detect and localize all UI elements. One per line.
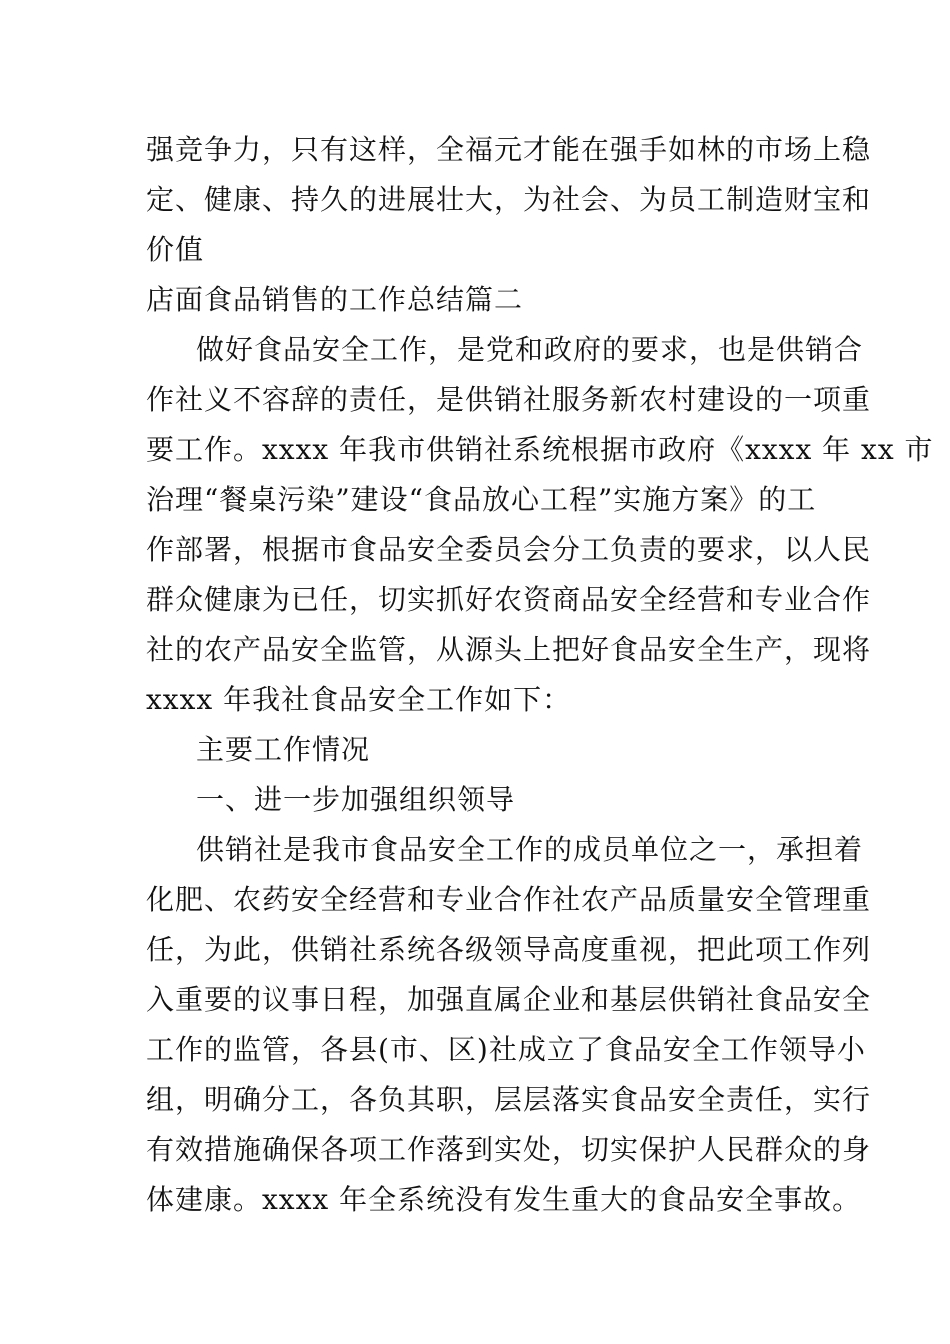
text-line: 价值 bbox=[146, 233, 205, 266]
text-line: 作社义不容辞的责任，是供销社服务新农村建设的一项重 bbox=[146, 383, 872, 416]
section-heading: 店面食品销售的工作总结篇二 bbox=[146, 283, 524, 316]
text-line: 任，为此，供销社系统各级领导高度重视，把此项工作列 bbox=[146, 933, 872, 966]
text-line: 工作的监管，各县(市、区)社成立了食品安全工作领导小 bbox=[146, 1033, 866, 1066]
subheading: 一、进一步加强组织领导 bbox=[196, 783, 516, 816]
text-line: 定、健康、持久的进展壮大，为社会、为员工制造财宝和 bbox=[146, 183, 872, 216]
text-line: 治理“餐桌污染”建设“食品放心工程”实施方案》的工 bbox=[146, 483, 817, 516]
text-line: 组，明确分工，各负其职，层层落实食品安全责任，实行 bbox=[146, 1083, 872, 1116]
text-line: 供销社是我市食品安全工作的成员单位之一，承担着 bbox=[196, 833, 864, 866]
text-line: 作部署，根据市食品安全委员会分工负责的要求，以人民 bbox=[146, 533, 872, 566]
text-line: 社的农产品安全监管，从源头上把好食品安全生产，现将 bbox=[146, 633, 872, 666]
text-line: 入重要的议事日程，加强直属企业和基层供销社食品安全 bbox=[146, 983, 872, 1016]
text-line: 做好食品安全工作，是党和政府的要求，也是供销合 bbox=[196, 333, 864, 366]
text-line: 群众健康为已任，切实抓好农资商品安全经营和专业合作 bbox=[146, 583, 872, 616]
text-line: 强竞争力，只有这样，全福元才能在强手如林的市场上稳 bbox=[146, 133, 872, 166]
text-line: 有效措施确保各项工作落到实处，切实保护人民群众的身 bbox=[146, 1133, 872, 1166]
subheading: 主要工作情况 bbox=[196, 733, 371, 766]
text-line: 化肥、农药安全经营和专业合作社农产品质量安全管理重 bbox=[146, 883, 872, 916]
text-line: 体建康。xxxx 年全系统没有发生重大的食品安全事故。 bbox=[146, 1183, 862, 1216]
text-line: xxxx 年我社食品安全工作如下： bbox=[146, 683, 572, 716]
text-line: 要工作。xxxx 年我市供销社系统根据市政府《xxxx 年 xx 市 bbox=[146, 433, 934, 466]
